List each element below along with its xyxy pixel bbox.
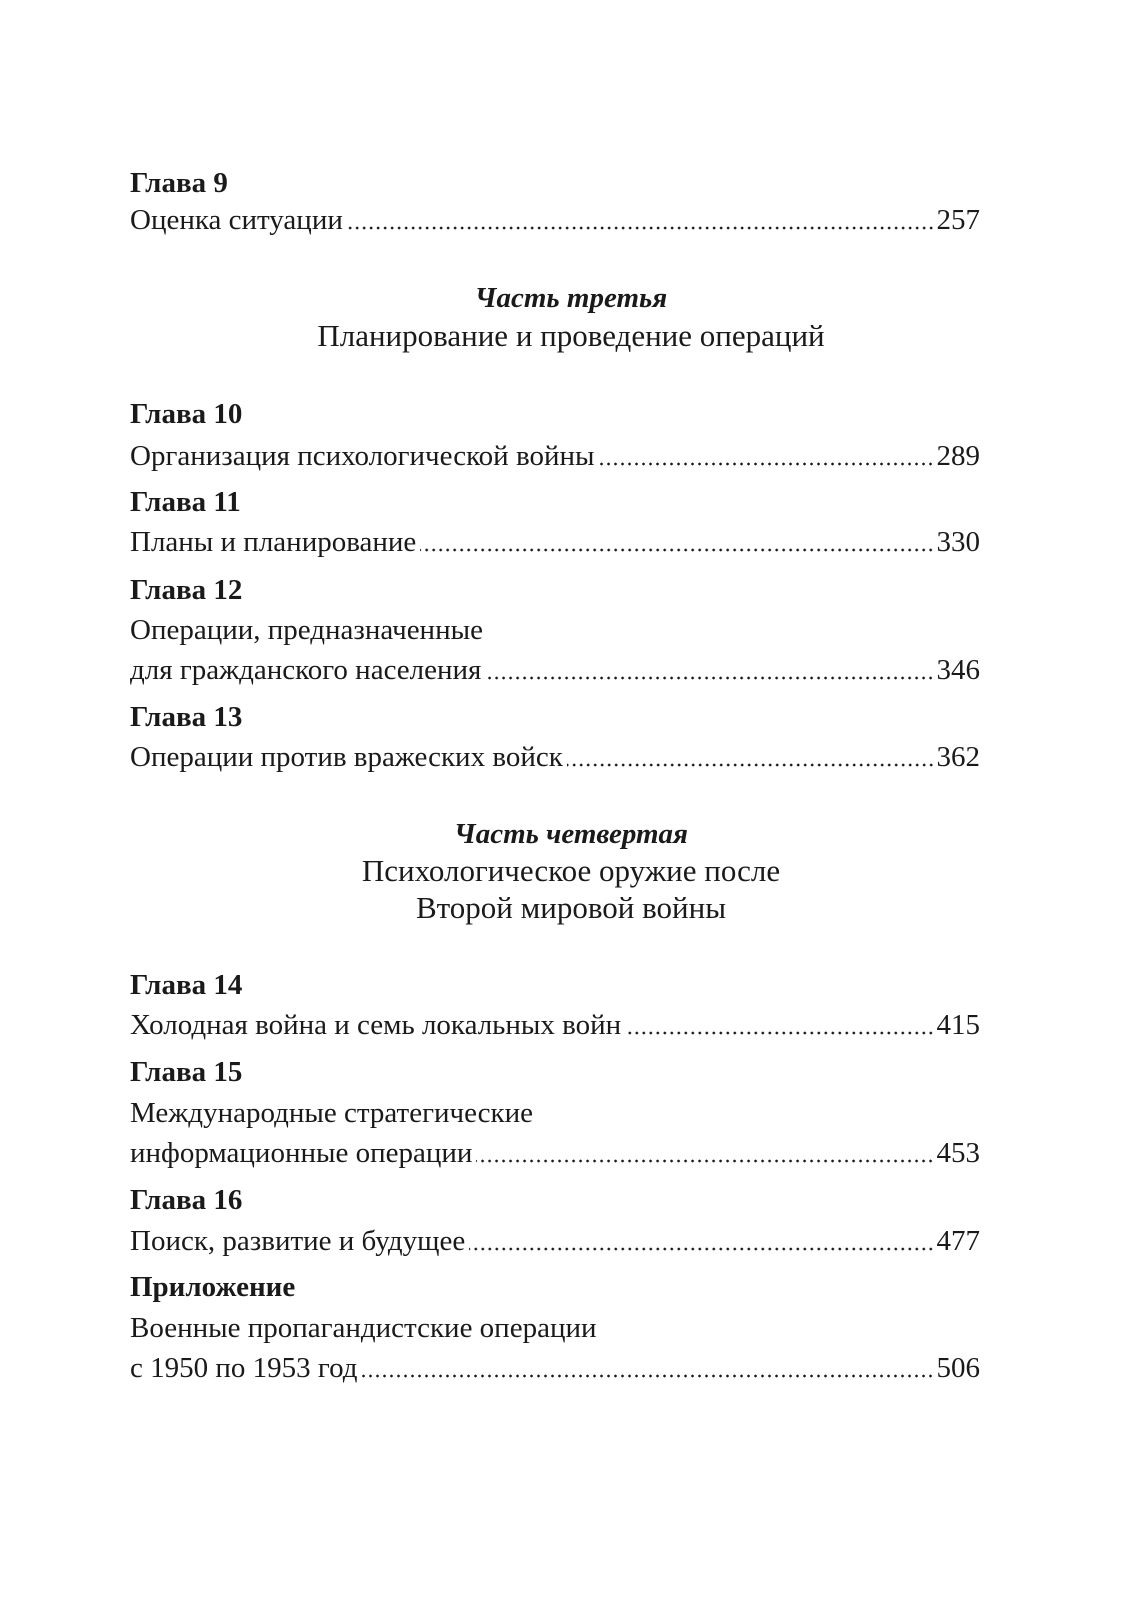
chapter-heading: Глава 14	[130, 969, 243, 1001]
dot-leader	[476, 1159, 934, 1163]
toc-entry	[130, 1221, 980, 1261]
chapter-heading: Глава 12	[130, 574, 243, 606]
page-number: 362	[936, 741, 980, 773]
part-label: Часть четвертая	[454, 818, 688, 850]
dot-leader	[485, 676, 934, 680]
entry-title: Операции против вражеских войск	[130, 741, 563, 773]
entry-title: Организация психологической войны	[130, 440, 595, 472]
toc-entry	[130, 200, 980, 240]
entry-title-line: Военные пропагандистские операции	[130, 1312, 597, 1344]
entry-title: с 1950 по 1953 год	[130, 1352, 358, 1384]
page-number: 415	[936, 1009, 980, 1041]
toc-entry	[130, 436, 980, 476]
entry-title: Холодная война и семь локальных войн	[130, 1009, 622, 1041]
page-number: 506	[936, 1352, 980, 1384]
toc-entry	[130, 1005, 980, 1045]
page-number: 330	[936, 526, 980, 558]
toc-entry	[130, 522, 980, 562]
entry-title: информационные операции	[130, 1137, 473, 1169]
toc-entry	[130, 1348, 980, 1388]
entry-title-line: Международные стратегические	[130, 1097, 534, 1129]
entry-title-line: Операции, предназначенные	[130, 614, 483, 646]
chapter-heading: Глава 10	[130, 398, 243, 430]
dot-leader	[361, 1374, 934, 1378]
appendix-heading: Приложение	[130, 1271, 296, 1303]
toc-entry	[130, 650, 980, 690]
dot-leader	[469, 1247, 934, 1251]
toc-entry	[130, 737, 980, 777]
page-number: 257	[936, 204, 980, 236]
entry-title: Оценка ситуации	[130, 204, 343, 236]
page-number: 453	[936, 1137, 980, 1169]
dot-leader	[347, 226, 935, 230]
chapter-heading: Глава 16	[130, 1184, 243, 1216]
part-title: Психологическое оружие после	[361, 853, 781, 888]
dot-leader	[625, 1031, 934, 1035]
toc-entry	[130, 1133, 980, 1173]
part-label: Часть третья	[474, 282, 668, 314]
part-title: Планирование и проведение операций	[317, 318, 825, 353]
entry-title: для гражданского населения	[130, 654, 482, 686]
entry-title: Поиск, развитие и будущее	[130, 1225, 466, 1257]
chapter-heading: Глава 11	[130, 486, 241, 518]
chapter-heading: Глава 9	[130, 167, 228, 199]
part-title: Второй мировой войны	[415, 890, 727, 925]
entry-title: Планы и планирование	[130, 526, 417, 558]
chapter-heading: Глава 15	[130, 1056, 243, 1088]
dot-leader	[598, 462, 934, 466]
dot-leader	[567, 763, 935, 767]
page-number: 346	[936, 654, 980, 686]
page-number: 477	[936, 1225, 980, 1257]
page-number: 289	[936, 440, 980, 472]
chapter-heading: Глава 13	[130, 701, 243, 733]
dot-leader	[420, 548, 934, 552]
